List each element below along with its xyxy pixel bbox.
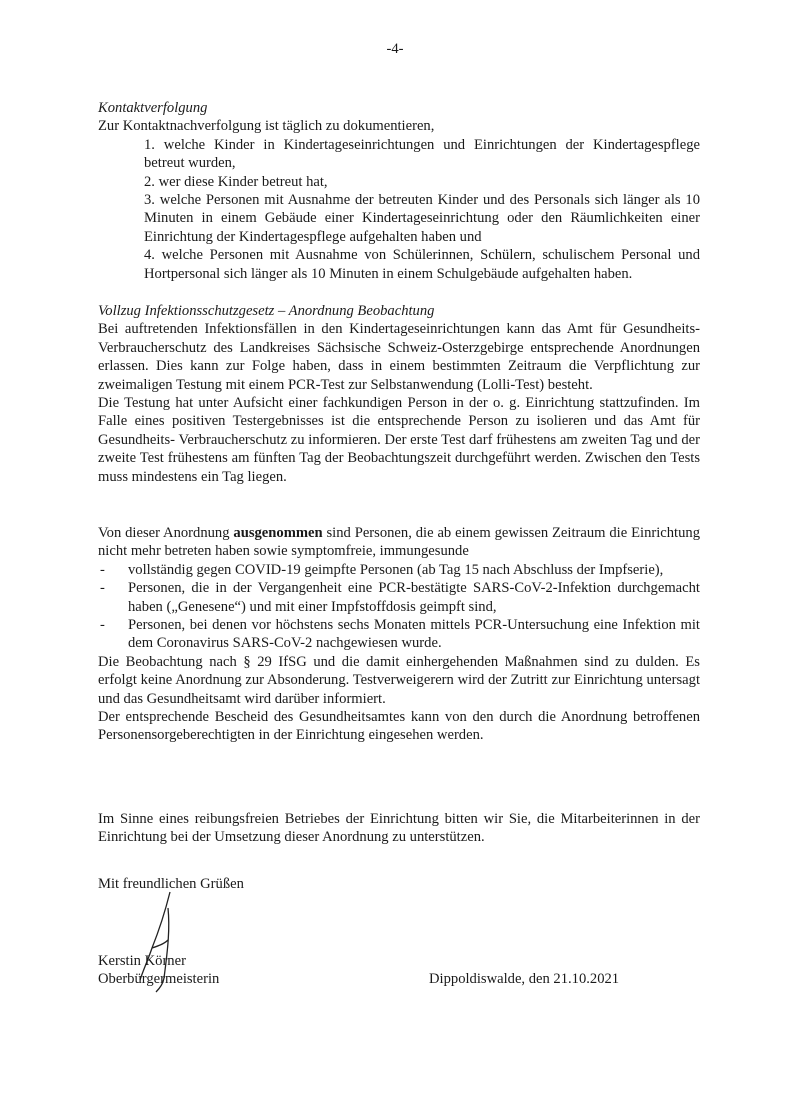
- section-ausnahme: [98, 524, 700, 745]
- section-heading: Vollzug Infektionsschutzgesetz – Anordnung Beobachtung: [98, 303, 435, 319]
- paragraph: [98, 524, 700, 561]
- text-post: sind Personen, die ab einem gewissen Zeitraum die Einrichtung nicht mehr betreten haben sowie symptomfreie, immungesunde: [98, 525, 700, 560]
- list-item: 4. welche Personen mit Ausnahme von Schülerinnen, Schülern, schulischem Personal und Hortpersonal sich länger als 10 Minuten in einem Schulgebäude aufgehalten haben.: [144, 247, 700, 282]
- list-item: 1. welche Kinder in Kindertageseinrichtungen und Einrichtungen der Kindertagespflege betreut wurden,: [144, 136, 700, 172]
- text-bold: ausgenommen: [233, 525, 323, 541]
- dash-list-item: - Personen, bei denen vor höchstens sechs Monaten mittels PCR-Untersuchung eine Infektion mit dem Coronavirus SARS-CoV-2 nachgewiesen wurde.: [100, 617, 700, 652]
- dash-list-item: - vollständig gegen COVID-19 geimpfte Personen (ab Tag 15 nach Abschluss der Impfserie),: [100, 561, 664, 578]
- intro-text: Zur Kontaktnachverfolgung ist täglich zu dokumentieren,: [98, 118, 435, 135]
- section-kontaktverfolgung: [98, 99, 700, 283]
- section-vollzug: [98, 302, 700, 486]
- closing-paragraph: Im Sinne eines reibungsfreien Betriebes der Einrichtung bitten wir Sie, die Mitarbeiterinnen in der Einrichtung bei der Umsetzung dieser Anordnung zu unterstützen.: [98, 811, 700, 846]
- greeting: Mit freundlichen Grüßen: [98, 876, 244, 892]
- paragraph: Der entsprechende Bescheid des Gesundheitsamtes kann von den durch die Anordnung betroffenen Personensorgeberechtigten in der Einrichtung eingesehen werden.: [98, 709, 700, 744]
- paragraph: Die Testung hat unter Aufsicht einer fachkundigen Person in der o. g. Einrichtung stattzufinden. Im Falle eines positiven Testergebnisses ist die entsprechende Person zu isolieren und das Amt für Gesundheits- Verbraucherschutz zu informieren. Der erste Test darf frühestens am zweiten Tag und der zweite Test frühestens am fünften Tag der Beobachtungszeit durchgeführt werden. Zwischen den Tests muss mindestens ein Tag liegen.: [98, 395, 700, 485]
- section-heading: Kontaktverfolgung: [98, 100, 208, 116]
- page-number: -4-: [386, 41, 404, 57]
- signer-title: Oberbürgermeisterin: [98, 971, 220, 987]
- signer-name: Kerstin Körner: [98, 953, 186, 969]
- place-date: Dippoldiswalde, den 21.10.2021: [429, 971, 620, 987]
- list-item: 3. welche Personen mit Ausnahme der betreuten Kinder und des Personals sich länger als 10 Minuten in einem Gebäude einer Kindertageseinrichtung oder den Räumlichkeiten einer Einrichtung der Kindertagespflege aufgehalten haben und: [144, 192, 700, 245]
- text-pre: Von dieser Anordnung: [98, 525, 234, 541]
- paragraph: Bei auftretenden Infektionsfällen in den Kindertageseinrichtungen kann das Amt für Gesundheits- Verbraucherschutz des Landkreises Sächsische Schweiz-Osterzgebirge entsprechende Anordnungen erlassen. Dies kann zur Folge haben, dass in einem bestimmten Zeitraum die Verpflichtung zur zweimaligen Testung mit einem PCR-Test zur Selbstanwendung (Lolli-Test) besteht.: [98, 321, 700, 393]
- list-item: 2. wer diese Kinder betreut hat,: [144, 173, 328, 190]
- paragraph: Die Beobachtung nach § 29 IfSG und die damit einhergehenden Maßnahmen sind zu dulden. Es erfolgt keine Anordnung zur Absonderung. Testverweigerern wird der Zutritt zur Einrichtung untersagt und das Gesundheitsamt wird darüber informiert.: [98, 653, 700, 707]
- dash-list-item: - Personen, die in der Vergangenheit eine PCR-bestätigte SARS-CoV-2-Infektion durchgemacht haben („Genesene“) und mit einer Impfstoffdosis geimpft sind,: [100, 580, 700, 615]
- numbered-list: [144, 136, 700, 283]
